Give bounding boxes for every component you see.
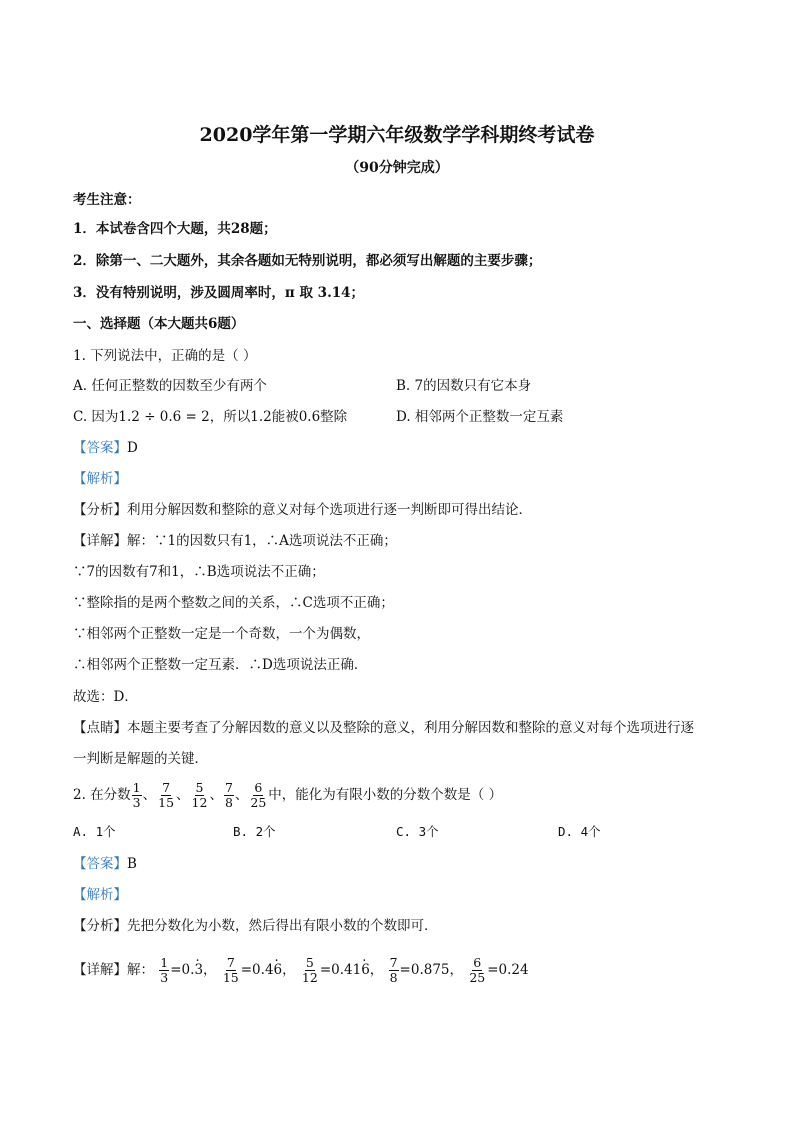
q2-stem [73, 779, 502, 811]
numerator: 1 [132, 780, 141, 795]
numerator: 7 [224, 780, 233, 795]
q1-fenxi-text: 利用分解因数和整除的意义对每个选项进行逐一判断即可得出结论． [127, 502, 532, 518]
fenxi-tag: 【分析】 [73, 502, 127, 518]
exam-title: 2020学年第一学期六年级数学学科期终考试卷 [199, 124, 595, 146]
q1-detail-line-6: 故选：D． [73, 689, 138, 705]
numerator: 6 [254, 780, 263, 795]
denominator: 8 [224, 795, 233, 810]
result-value: =0.24 [487, 962, 529, 978]
detail-tag: 【详解】 [73, 962, 127, 978]
q2-stem-post: 中，能化为有限小数的分数个数是（ ） [268, 787, 503, 803]
q1-detail-line-2: ∵7的因数有7和1，∴B选项说法不正确； [73, 564, 325, 580]
q1-dianjing [73, 719, 694, 737]
comma: ， [203, 962, 217, 978]
q1-answer [73, 439, 138, 457]
q2-fraction-2 [157, 781, 175, 810]
q2-fraction-5 [249, 781, 267, 810]
q1-dianjing-text-1: 本题主要考查了分解因数的意义以及整除的意义，利用分解因数和整除的意义对每个选项进行逐 [127, 720, 694, 736]
answer-tag: 【答案】 [73, 856, 127, 872]
q2-option-b: B. 2个 [233, 824, 276, 839]
q1-answer-value: D [127, 440, 138, 456]
denominator: 8 [389, 970, 398, 985]
notice-item-2: 2．除第一、二大题外，其余各题如无特别说明，都必须写出解题的主要步骤； [73, 253, 542, 269]
repeating-digit: . 6 [274, 953, 283, 987]
q2-option-a: A. 1个 [73, 824, 116, 839]
fenxi-tag: 【分析】 [73, 918, 127, 934]
q1-option-d: D. 相邻两个正整数一定互素 [396, 409, 564, 425]
q2-fenxi-text: 先把分数化为小数，然后得出有限小数的个数即可． [127, 918, 438, 934]
dianjing-tag: 【点睛】 [73, 720, 127, 736]
q2-result-fraction-3 [301, 956, 319, 985]
q2-option-c: C. 3个 [396, 824, 439, 839]
answer-tag: 【答案】 [73, 440, 127, 456]
numerator: 5 [195, 780, 204, 795]
repeating-digit: . 3 [194, 953, 203, 987]
numerator: 6 [473, 955, 482, 970]
numerator: 5 [305, 955, 314, 970]
q1-detail-text-1: 解：∵1的因数只有1，∴A选项说法不正确； [127, 533, 397, 549]
q2-result-fraction-4 [389, 956, 399, 985]
q1-option-c: C. 因为1.2 ÷ 0.6 = 2，所以1.2能被0.6整除 [73, 409, 348, 425]
q2-answer [73, 855, 137, 873]
q1-dianjing-line-2: 一判断是解题的关键． [73, 751, 208, 767]
q2-fraction-1 [132, 781, 142, 810]
denominator: 3 [160, 970, 169, 985]
denominator: 12 [301, 970, 318, 985]
notice-item-1: 1．本试卷含四个大题，共28题； [73, 221, 277, 237]
q2-detail [73, 953, 529, 987]
q2-result-fraction-5 [468, 956, 486, 985]
detail-tag: 【详解】 [73, 533, 127, 549]
q1-option-b: B. 7的因数只有它本身 [396, 378, 532, 394]
q2-stem-pre: 2. 在分数 [73, 787, 131, 803]
numerator: 7 [162, 780, 171, 795]
separator: 、 [234, 787, 249, 803]
denominator: 15 [158, 795, 175, 810]
q1-stem: 1. 下列说法中，正确的是（ ） [73, 348, 257, 364]
q2-option-d: D. 4个 [558, 824, 601, 839]
q1-detail-line-3: ∵整除指的是两个整数之间的关系，∴C选项不正确； [73, 595, 394, 611]
q1-option-row-2 [73, 408, 564, 426]
denominator: 3 [132, 795, 141, 810]
notice-heading: 考生注意： [73, 192, 141, 208]
separator: 、 [209, 787, 223, 803]
q2-result-fraction-1 [159, 956, 169, 985]
q1-detail-line-1 [73, 532, 397, 550]
repeating-digit: . 6 [361, 953, 370, 987]
comma: ， [449, 962, 464, 978]
numerator: 7 [389, 955, 398, 970]
q2-result-fraction-2 [222, 956, 240, 985]
denominator: 25 [250, 795, 267, 810]
q1-detail-line-4: ∵相邻两个正整数一定是一个奇数，一个为偶数， [73, 626, 370, 642]
q2-answer-value: B [127, 856, 137, 872]
q2-fenxi [73, 917, 438, 935]
q1-analysis-tag: 【解析】 [73, 471, 127, 487]
comma: ， [282, 962, 296, 978]
q1-fenxi [73, 501, 532, 519]
result-value: =0.875 [399, 962, 450, 978]
denominator: 15 [222, 970, 239, 985]
q2-fraction-3 [191, 781, 209, 810]
result-value: =0.4 [240, 962, 274, 978]
denominator: 25 [469, 970, 486, 985]
section1-heading: 一、选择题（本大题共6题） [73, 316, 245, 332]
denominator: 12 [191, 795, 208, 810]
q2-options-row [73, 823, 601, 841]
q2-analysis-tag: 【解析】 [73, 887, 127, 903]
notice-item-3: 3．没有特别说明，涉及圆周率时，π 取 3.14； [73, 285, 365, 301]
comma: ， [369, 962, 384, 978]
q2-fraction-4 [224, 781, 234, 810]
q1-option-a: A. 任何正整数的因数至少有两个 [73, 378, 267, 394]
exam-subtitle: （90分钟完成） [345, 160, 449, 176]
numerator: 1 [160, 955, 169, 970]
separator: 、 [176, 787, 190, 803]
q1-option-row-1 [73, 377, 532, 395]
result-value: =0.41 [319, 962, 362, 978]
separator: 、 [142, 787, 157, 803]
result-value: =0. [170, 962, 195, 978]
numerator: 7 [226, 955, 235, 970]
q2-detail-pre: 解： [127, 962, 154, 978]
q1-detail-line-5: ∴相邻两个正整数一定互素．∴D选项说法正确． [73, 657, 368, 673]
